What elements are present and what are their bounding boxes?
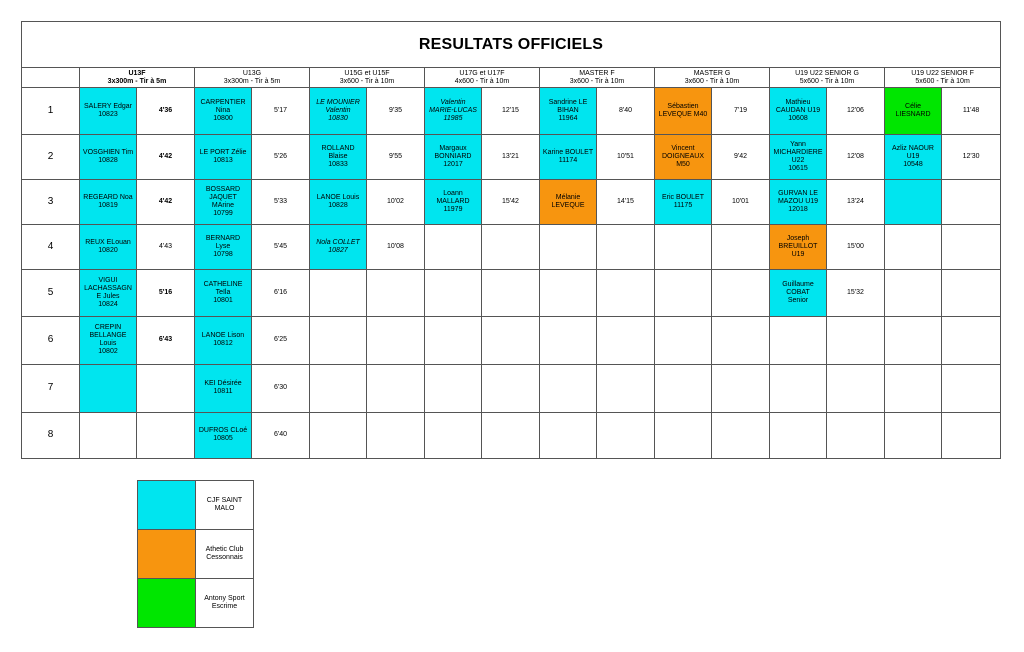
athlete-cell <box>540 270 597 317</box>
time-cell: 12'06 <box>827 88 885 134</box>
athlete-cell: Valentin MARIE-LUCAS 11985 <box>425 88 482 134</box>
time-cell <box>597 270 655 317</box>
athlete-cell <box>540 412 597 458</box>
time-cell: 5'45 <box>252 224 310 269</box>
rank-number: 7 <box>22 364 80 412</box>
time-cell <box>827 412 885 458</box>
time-cell <box>942 224 1001 269</box>
athlete-cell: SALERY Edgar 10823 <box>80 88 137 134</box>
athlete-cell <box>885 270 942 317</box>
category-format: 5x600 - Tir à 10m <box>915 77 970 85</box>
category-format: 3x600 - Tir à 10m <box>684 77 740 85</box>
athlete-cell <box>885 179 942 224</box>
time-cell <box>827 364 885 412</box>
time-cell <box>942 412 1001 458</box>
time-cell <box>942 364 1001 412</box>
athlete-cell <box>540 364 597 412</box>
rank-number: 6 <box>22 317 80 364</box>
time-cell: 4'42 <box>137 179 195 224</box>
rank-number: 3 <box>22 179 80 224</box>
rank-number: 1 <box>22 88 80 134</box>
result-row <box>22 224 1001 269</box>
athlete-cell: Loann MALLARD 11979 <box>425 179 482 224</box>
time-cell <box>482 317 540 364</box>
time-cell: 12'30 <box>942 134 1001 179</box>
time-cell: 9'35 <box>367 88 425 134</box>
athlete-cell: ROLLAND Blaise 10833 <box>310 134 367 179</box>
athlete-cell: Célie LIESNARD <box>885 88 942 134</box>
time-cell <box>367 317 425 364</box>
athlete-cell <box>655 270 712 317</box>
athlete-cell <box>655 412 712 458</box>
athlete-cell: VIGUI LACHASSAGN E Jules 10824 <box>80 270 137 317</box>
athlete-cell: Vincent DOIGNEAUX M50 <box>655 134 712 179</box>
time-cell: 6'25 <box>252 317 310 364</box>
time-cell <box>942 270 1001 317</box>
athlete-cell: Joseph BREUILLOT U19 <box>770 224 827 269</box>
time-cell: 4'42 <box>137 134 195 179</box>
athlete-cell <box>310 270 367 317</box>
time-cell: 10'02 <box>367 179 425 224</box>
athlete-cell <box>80 364 137 412</box>
athlete-cell: LE MOUNIER Valentin 10830 <box>310 88 367 134</box>
time-cell <box>367 270 425 317</box>
athlete-cell <box>885 364 942 412</box>
time-cell: 6'40 <box>252 412 310 458</box>
athlete-cell: Mélanie LEVEQUE <box>540 179 597 224</box>
results-table <box>21 21 1001 459</box>
category-format: 5x600 - Tir à 10m <box>799 77 855 85</box>
athlete-cell: LANOE Louis 10828 <box>310 179 367 224</box>
time-cell <box>712 412 770 458</box>
time-cell: 10'01 <box>712 179 770 224</box>
category-name: U13F <box>128 69 146 77</box>
athlete-cell: Azliz NAOUR U19 10548 <box>885 134 942 179</box>
athlete-cell <box>80 412 137 458</box>
result-row <box>22 364 1001 412</box>
club-legend <box>137 480 254 628</box>
athlete-cell: CATHELINE Teïla 10801 <box>195 270 252 317</box>
athlete-cell <box>770 364 827 412</box>
time-cell <box>482 364 540 412</box>
rank-number: 5 <box>22 270 80 317</box>
athlete-cell <box>425 224 482 269</box>
result-row <box>22 134 1001 179</box>
athlete-cell: BOSSARD JAQUET MArine 10799 <box>195 179 252 224</box>
result-row <box>22 88 1001 134</box>
time-cell: 10'08 <box>367 224 425 269</box>
athlete-cell: GURVAN LE MAZOU U19 12018 <box>770 179 827 224</box>
time-cell <box>942 179 1001 224</box>
athlete-cell <box>310 317 367 364</box>
athlete-cell: Nola COLLET 10827 <box>310 224 367 269</box>
page-title: RESULTATS OFFICIELS <box>22 22 1001 68</box>
time-cell: 4'36 <box>137 88 195 134</box>
time-cell: 14'15 <box>597 179 655 224</box>
athlete-cell <box>425 364 482 412</box>
athlete-cell: Sandrine LE BIHAN 11964 <box>540 88 597 134</box>
category-header <box>655 68 770 88</box>
rank-header <box>22 68 80 88</box>
time-cell: 5'16 <box>137 270 195 317</box>
legend-label: Antony Sport Escrime <box>196 579 254 628</box>
time-cell <box>597 317 655 364</box>
athlete-cell: LE PORT Zélie 10813 <box>195 134 252 179</box>
athlete-cell: Margaux BONNIARD 12017 <box>425 134 482 179</box>
athlete-cell: CREPIN BELLANGE Louis 10802 <box>80 317 137 364</box>
category-format: 4x600 - Tir à 10m <box>454 77 510 85</box>
athlete-cell <box>310 412 367 458</box>
rank-number: 8 <box>22 412 80 458</box>
time-cell: 11'48 <box>942 88 1001 134</box>
athlete-cell <box>655 317 712 364</box>
category-name: U17G et U17F <box>459 69 505 77</box>
legend-swatch <box>138 481 196 530</box>
time-cell: 15'00 <box>827 224 885 269</box>
athlete-cell: LANOE Lison 10812 <box>195 317 252 364</box>
athlete-cell: Sébastien LEVEQUE M40 <box>655 88 712 134</box>
time-cell: 8'40 <box>597 88 655 134</box>
category-header <box>310 68 425 88</box>
athlete-cell <box>540 317 597 364</box>
time-cell: 6'30 <box>252 364 310 412</box>
category-name: U13G <box>242 69 262 77</box>
time-cell <box>367 364 425 412</box>
time-cell: 15'32 <box>827 270 885 317</box>
athlete-cell: Guillaume COBAT Senior <box>770 270 827 317</box>
athlete-cell <box>770 412 827 458</box>
athlete-cell <box>425 412 482 458</box>
athlete-cell: KEI Désirée 10811 <box>195 364 252 412</box>
category-name: U15G et U15F <box>344 69 390 77</box>
time-cell <box>367 412 425 458</box>
category-header <box>80 68 195 88</box>
time-cell <box>597 224 655 269</box>
legend-swatch <box>138 579 196 628</box>
athlete-cell <box>655 224 712 269</box>
category-name: MASTER F <box>579 69 615 77</box>
category-header <box>770 68 885 88</box>
category-header <box>540 68 655 88</box>
time-cell: 13'21 <box>482 134 540 179</box>
time-cell: 13'24 <box>827 179 885 224</box>
time-cell <box>597 364 655 412</box>
athlete-cell <box>655 364 712 412</box>
result-row <box>22 179 1001 224</box>
time-cell <box>137 364 195 412</box>
time-cell <box>942 317 1001 364</box>
athlete-cell: DUFROS CLoé 10805 <box>195 412 252 458</box>
time-cell: 5'33 <box>252 179 310 224</box>
athlete-cell: Yann MICHARDIERE U22 10615 <box>770 134 827 179</box>
legend-row <box>138 481 254 530</box>
time-cell: 10'51 <box>597 134 655 179</box>
time-cell: 5'26 <box>252 134 310 179</box>
time-cell <box>482 412 540 458</box>
time-cell <box>827 317 885 364</box>
time-cell <box>712 317 770 364</box>
time-cell <box>712 270 770 317</box>
category-format: 3x600 - Tir à 10m <box>339 77 395 85</box>
time-cell <box>482 270 540 317</box>
athlete-cell: VOSGHIEN Tim 10828 <box>80 134 137 179</box>
athlete-cell <box>540 224 597 269</box>
time-cell: 4'43 <box>137 224 195 269</box>
time-cell <box>712 224 770 269</box>
athlete-cell: REGEARD Noa 10819 <box>80 179 137 224</box>
time-cell <box>597 412 655 458</box>
time-cell <box>137 412 195 458</box>
athlete-cell: Karine BOULET 11174 <box>540 134 597 179</box>
time-cell: 15'42 <box>482 179 540 224</box>
time-cell: 12'08 <box>827 134 885 179</box>
legend-label: CJF SAINT MALO <box>196 481 254 530</box>
athlete-cell <box>770 317 827 364</box>
time-cell <box>482 224 540 269</box>
athlete-cell <box>885 317 942 364</box>
category-format: 3x300m - Tir à 5m <box>223 77 281 85</box>
athlete-cell: CARPENTIER Nina 10800 <box>195 88 252 134</box>
time-cell: 6'16 <box>252 270 310 317</box>
category-header <box>195 68 310 88</box>
category-format: 3x300m - Tir à 5m <box>107 77 167 85</box>
category-header <box>885 68 1001 88</box>
athlete-cell <box>425 317 482 364</box>
result-row <box>22 412 1001 458</box>
legend-label: Athetic Club Cessonnais <box>196 530 254 579</box>
time-cell: 9'55 <box>367 134 425 179</box>
athlete-cell: Eric BOULET 11175 <box>655 179 712 224</box>
athlete-cell: REUX ELouan 10820 <box>80 224 137 269</box>
time-cell <box>712 364 770 412</box>
time-cell: 12'15 <box>482 88 540 134</box>
category-name: U19 U22 SENIOR G <box>795 69 859 77</box>
category-header <box>425 68 540 88</box>
athlete-cell <box>885 412 942 458</box>
athlete-cell <box>885 224 942 269</box>
athlete-cell <box>310 364 367 412</box>
category-format: 3x600 - Tir à 10m <box>569 77 625 85</box>
header-row <box>22 68 1001 88</box>
rank-number: 4 <box>22 224 80 269</box>
time-cell: 9'42 <box>712 134 770 179</box>
athlete-cell <box>425 270 482 317</box>
result-row <box>22 317 1001 364</box>
result-row <box>22 270 1001 317</box>
time-cell: 6'43 <box>137 317 195 364</box>
time-cell: 7'19 <box>712 88 770 134</box>
legend-swatch <box>138 530 196 579</box>
athlete-cell: BERNARD Lyse 10798 <box>195 224 252 269</box>
athlete-cell: Mathieu CAUDAN U19 10608 <box>770 88 827 134</box>
legend-row <box>138 530 254 579</box>
category-name: MASTER G <box>693 69 731 77</box>
legend-row <box>138 579 254 628</box>
category-name: U19 U22 SENIOR F <box>911 69 974 77</box>
rank-number: 2 <box>22 134 80 179</box>
time-cell: 5'17 <box>252 88 310 134</box>
